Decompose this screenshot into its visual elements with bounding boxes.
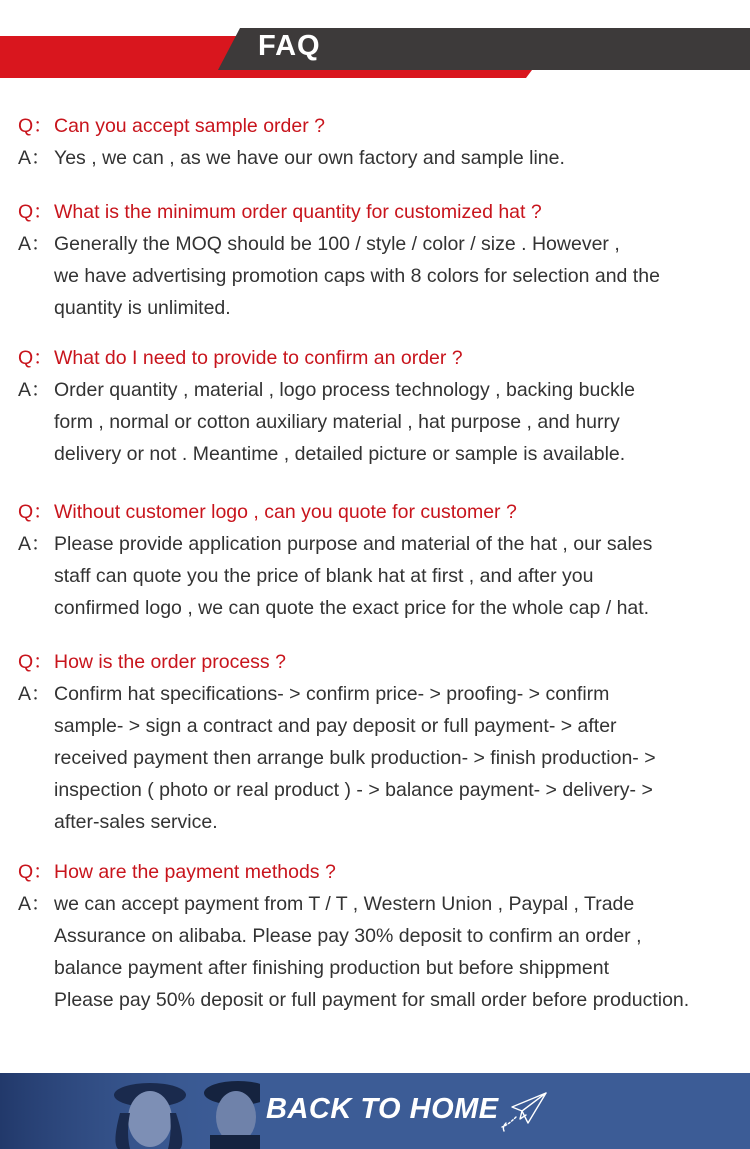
faq-item	[18, 496, 743, 624]
faq-item	[18, 342, 743, 470]
faq-answer	[18, 528, 743, 624]
question-prefix: Q：	[18, 501, 53, 523]
answer-prefix: A：	[18, 533, 51, 555]
faq-question	[18, 196, 743, 228]
answer-prefix: A：	[18, 683, 51, 705]
faq-question	[18, 646, 743, 678]
faq-item	[18, 196, 743, 324]
question-text: What do I need to provide to confirm an order ?	[54, 347, 463, 369]
answer-prefix: A：	[18, 379, 51, 401]
faq-question	[18, 496, 743, 528]
faq-header-banner	[0, 0, 750, 80]
question-text: Without customer logo , can you quote for customer ?	[54, 501, 517, 523]
faq-answer	[18, 888, 743, 1016]
faq-item	[18, 856, 743, 1016]
faq-item	[18, 110, 743, 174]
faq-item	[18, 646, 743, 838]
paper-plane-icon	[498, 1089, 552, 1133]
faq-answer	[18, 228, 743, 324]
answer-prefix: A：	[18, 147, 51, 169]
answer-text: we can accept payment from T / T , Western Union , Paypal , Trade Assurance on alibaba. Please pay 30% deposit to confirm an order , balance payment after finishing production but before shippment Please pay 50% deposit or full payment for small order before production.	[54, 893, 690, 1011]
answer-text: Order quantity , material , logo process technology , backing buckle form , normal or cotton auxiliary material , hat purpose , and hurry delivery or not . Meantime , detailed picture or sample is available.	[54, 379, 635, 465]
answer-text: Confirm hat specifications- > confirm price- > proofing- > confirm sample- > sign a contract and pay deposit or full payment- > after received payment then arrange bulk production- > finish production- > inspection ( photo or real product ) - > balance payment- > delivery- > after-sales service.	[54, 683, 656, 833]
faq-question	[18, 342, 743, 374]
back-to-home-button[interactable]: BACK TO HOME	[266, 1093, 499, 1125]
faq-question	[18, 856, 743, 888]
answer-prefix: A：	[18, 233, 51, 255]
faq-answer	[18, 142, 743, 174]
question-prefix: Q：	[18, 651, 53, 673]
faq-list	[18, 110, 743, 1016]
answer-text: Yes , we can , as we have our own factory and sample line.	[54, 147, 565, 169]
faq-answer	[18, 678, 743, 838]
faq-answer	[18, 374, 743, 470]
question-prefix: Q：	[18, 115, 53, 137]
footer-banner	[0, 1073, 750, 1149]
models-photo	[0, 1073, 260, 1149]
question-prefix: Q：	[18, 861, 53, 883]
question-prefix: Q：	[18, 347, 53, 369]
page-title: FAQ	[258, 30, 321, 62]
answer-text: Please provide application purpose and material of the hat , our sales staff can quote you the price of blank hat at first , and after you confirmed logo , we can quote the exact price for the whole cap / hat.	[54, 533, 653, 619]
question-prefix: Q：	[18, 201, 53, 223]
answer-text: Generally the MOQ should be 100 / style / color / size . However , we have advertising promotion caps with 8 colors for selection and the quantity is unlimited.	[54, 233, 660, 319]
question-text: Can you accept sample order ?	[54, 115, 325, 137]
faq-question	[18, 110, 743, 142]
question-text: How is the order process ?	[54, 651, 286, 673]
answer-prefix: A：	[18, 893, 51, 915]
question-text: How are the payment methods ?	[54, 861, 336, 883]
question-text: What is the minimum order quantity for customized hat ?	[54, 201, 542, 223]
banner-shape	[0, 0, 750, 80]
